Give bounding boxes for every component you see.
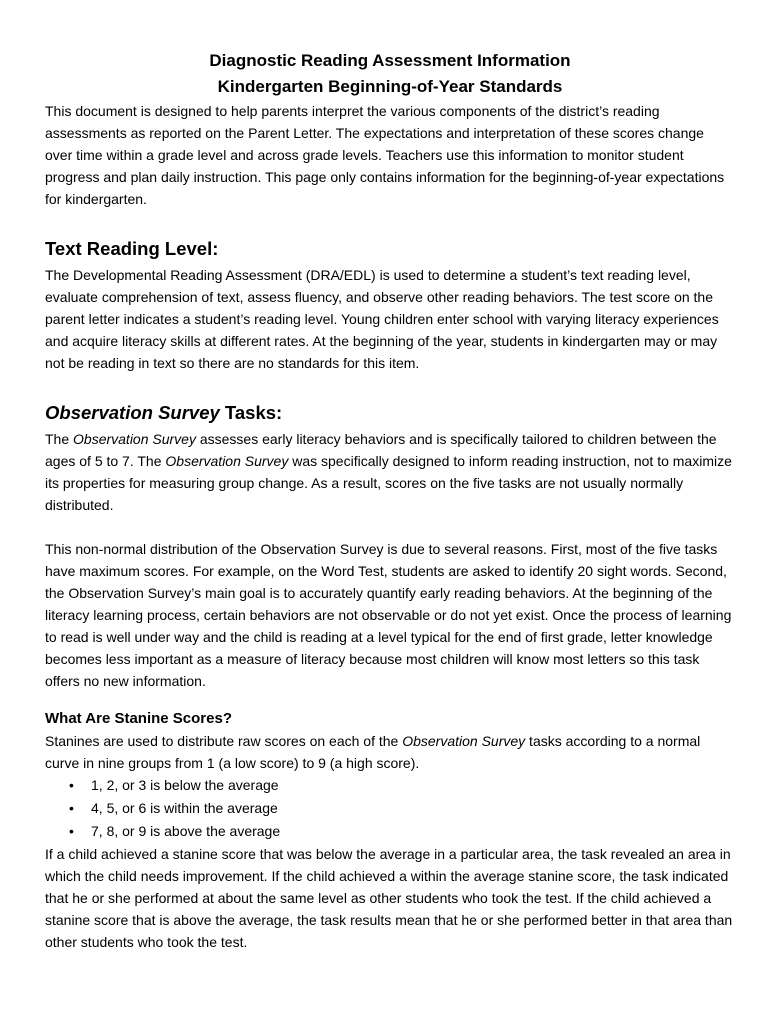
list-item bbox=[45, 820, 735, 843]
stanine-paragraph-1 bbox=[45, 730, 735, 774]
title-line-2: Kindergarten Beginning-of-Year Standards bbox=[217, 77, 563, 96]
list-item-text: 7, 8, or 9 is above the average bbox=[91, 823, 281, 839]
document-title bbox=[45, 48, 735, 100]
bullet-icon: • bbox=[69, 800, 74, 816]
observation-survey-heading bbox=[45, 400, 735, 426]
observation-survey-heading-italic: Observation Survey bbox=[45, 402, 220, 423]
bullet-icon: • bbox=[69, 823, 74, 839]
list-item bbox=[45, 797, 735, 820]
document-page bbox=[45, 48, 735, 953]
bullet-icon: • bbox=[69, 777, 74, 793]
list-item-text: 4, 5, or 6 is within the average bbox=[91, 800, 278, 816]
italic-run: Observation Survey bbox=[165, 453, 289, 469]
observation-survey-heading-rest: Tasks: bbox=[219, 402, 283, 423]
stanine-bullet-list bbox=[45, 774, 735, 843]
title-line-1: Diagnostic Reading Assessment Information bbox=[209, 51, 571, 70]
text-reading-level-paragraph: The Developmental Reading Assessment (DRA/EDL) is used to determine a student’s text reading level, evaluate comprehension of text, assess fluency, and observe other reading behaviors. The test score on the parent letter indicates a student’s reading level. Young children enter school with varying literacy experiences and acquire literacy skills at different rates. At the beginning of the year, students in kindergarten may or may not be reading in text so there are no standards for this item. bbox=[45, 267, 719, 371]
text-run: assesses early literacy behaviors and is specifically tailored to children between the ages of 5 to 7. The bbox=[45, 431, 717, 469]
observation-survey-paragraph-2: This non-normal distribution of the Observation Survey is due to several reasons. First, most of the five tasks have maximum scores. For example, on the Word Test, students are asked to identify 20 sight words. Second, the Observation Survey’s main goal is to accurately quantify early reading behaviors. At the beginning of the literacy learning process, certain behaviors are not observable or do not yet exist. Once the process of learning to read is well under way and the child is reading at a level typical for the end of first grade, letter knowledge becomes less important as a measure of literacy because most children will know most letters so this task offers no new information. bbox=[45, 541, 732, 689]
stanine-heading: What Are Stanine Scores? bbox=[45, 710, 232, 727]
text-run: tasks according to a normal curve in nine groups from 1 (a low score) to 9 (a high score). bbox=[45, 733, 701, 771]
text-run: was specifically designed to inform reading instruction, not to maximize its properties for measuring group change. As a result, scores on the five tasks are not usually normally distributed. bbox=[45, 453, 732, 513]
list-item bbox=[45, 774, 735, 797]
intro-paragraph: This document is designed to help parents interpret the various components of the district’s reading assessments as reported on the Parent Letter. The expectations and interpretation of these scores change over time within a grade level and across grade levels. Teachers use this information to monitor student progress and plan daily instruction. This page only contains information for the beginning-of-year expectations for kindergarten. bbox=[45, 103, 725, 207]
text-run: The bbox=[45, 431, 74, 447]
observation-survey-paragraph-1 bbox=[45, 428, 735, 516]
italic-run: Observation Survey bbox=[402, 733, 526, 749]
stanine-paragraph-2: If a child achieved a stanine score that was below the average in a particular area, the task revealed an area in which the child needs improvement. If the child achieved a within the average stanine score, the task indicated that he or she performed at about the same level as other students who took the test. If the child achieved a stanine score that is above the average, the task results mean that he or she performed better in that area than other students who took the test. bbox=[45, 846, 733, 950]
text-reading-level-heading: Text Reading Level: bbox=[45, 238, 219, 259]
italic-run: Observation Survey bbox=[73, 431, 196, 447]
list-item-text: 1, 2, or 3 is below the average bbox=[91, 777, 279, 793]
text-run: Stanines are used to distribute raw scores on each of the bbox=[45, 733, 403, 749]
